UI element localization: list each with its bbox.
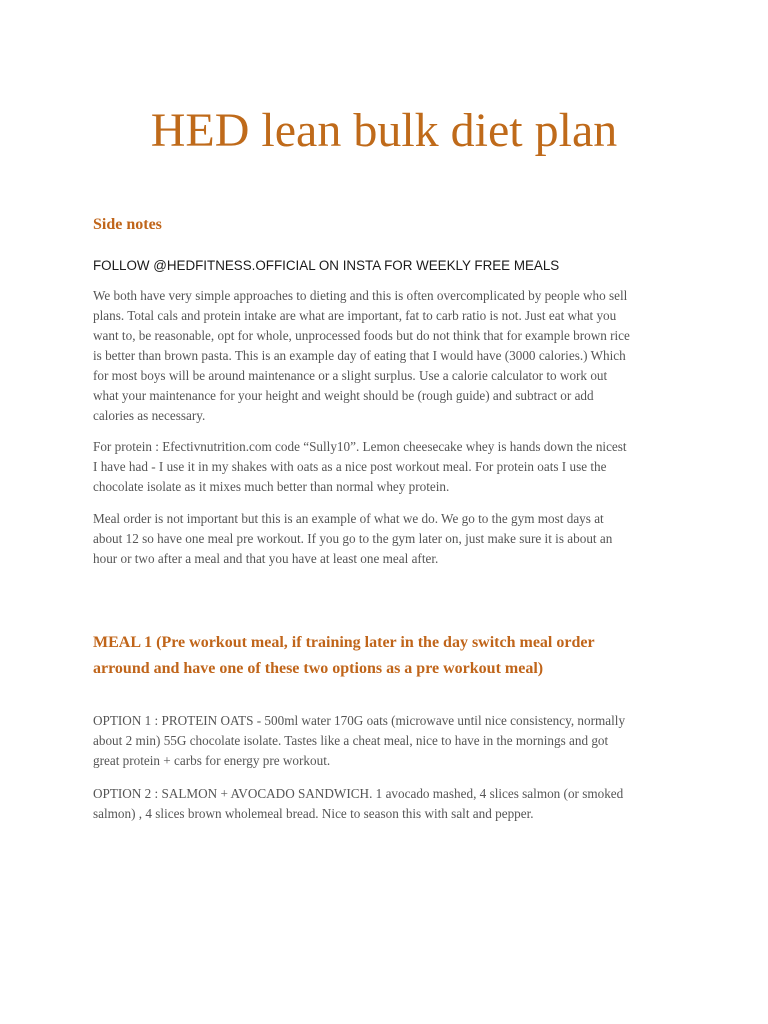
- option-1-line: about 2 min) 55G chocolate isolate. Tastes like a cheat meal, nice to have in the mornings and got: [93, 733, 609, 748]
- protein-line: I have had - I use it in my shakes with oats as a nice post workout meal. For protein oats I use the: [93, 459, 607, 474]
- option-1-line: OPTION 1 : PROTEIN OATS - 500ml water 170G oats (microwave until nice consistency, normally: [93, 713, 626, 728]
- intro-line: is better than brown pasta. This is an example day of eating that I would have (3000 calories.) Which: [93, 348, 626, 363]
- intro-line: for most boys will be around maintenance or a slight surplus. Use a calorie calculator to work out: [93, 368, 608, 383]
- protein-paragraph: [93, 437, 683, 497]
- intro-line: calories as necessary.: [93, 408, 206, 423]
- protein-line: chocolate isolate as it mixes much better than normal whey protein.: [93, 479, 450, 494]
- option-2-line: OPTION 2 : SALMON + AVOCADO SANDWICH. 1 avocado mashed, 4 slices salmon (or smoked: [93, 786, 624, 801]
- protein-line: For protein : Efectivnutrition.com code “Sully10”. Lemon cheesecake whey is hands down the nicest: [93, 439, 627, 454]
- intro-line: We both have very simple approaches to dieting and this is often overcomplicated by people who sell: [93, 288, 628, 303]
- intro-paragraph: [93, 286, 683, 426]
- intro-line: want to, be reasonable, opt for whole, unprocessed foods but do not think that for example brown rice: [93, 328, 630, 343]
- meal-1-heading-line: MEAL 1 (Pre workout meal, if training later in the day switch meal order: [93, 634, 595, 651]
- option-2-paragraph: [93, 784, 683, 824]
- meal-order-line: Meal order is not important but this is an example of what we do. We go to the gym most days at: [93, 511, 604, 526]
- option-2-line: salmon) , 4 slices brown wholemeal bread. Nice to season this with salt and pepper.: [93, 806, 534, 821]
- meal-order-line: hour or two after a meal and that you have at least one meal after.: [93, 551, 439, 566]
- meal-order-paragraph: [93, 509, 683, 569]
- meal-order-line: about 12 so have one meal pre workout. If you go to the gym later on, just make sure it is about an: [93, 531, 613, 546]
- intro-line: plans. Total cals and protein intake are what are important, fat to carb ratio is not. Just eat what you: [93, 308, 617, 323]
- page-title: HED lean bulk diet plan: [150, 104, 618, 157]
- side-notes-heading: Side notes: [93, 216, 162, 233]
- intro-line: what your maintenance for your height and weight should be (rough guide) and subtract or add: [93, 388, 594, 403]
- meal-1-heading-line: arround and have one of these two options as a pre workout meal): [93, 660, 544, 677]
- follow-instagram-line: FOLLOW @HEDFITNESS.OFFICIAL ON INSTA FOR WEEKLY FREE MEALS: [93, 258, 560, 273]
- option-1-paragraph: [93, 711, 683, 771]
- meal-1-heading: [93, 630, 683, 682]
- option-1-line: great protein + carbs for energy pre workout.: [93, 753, 331, 768]
